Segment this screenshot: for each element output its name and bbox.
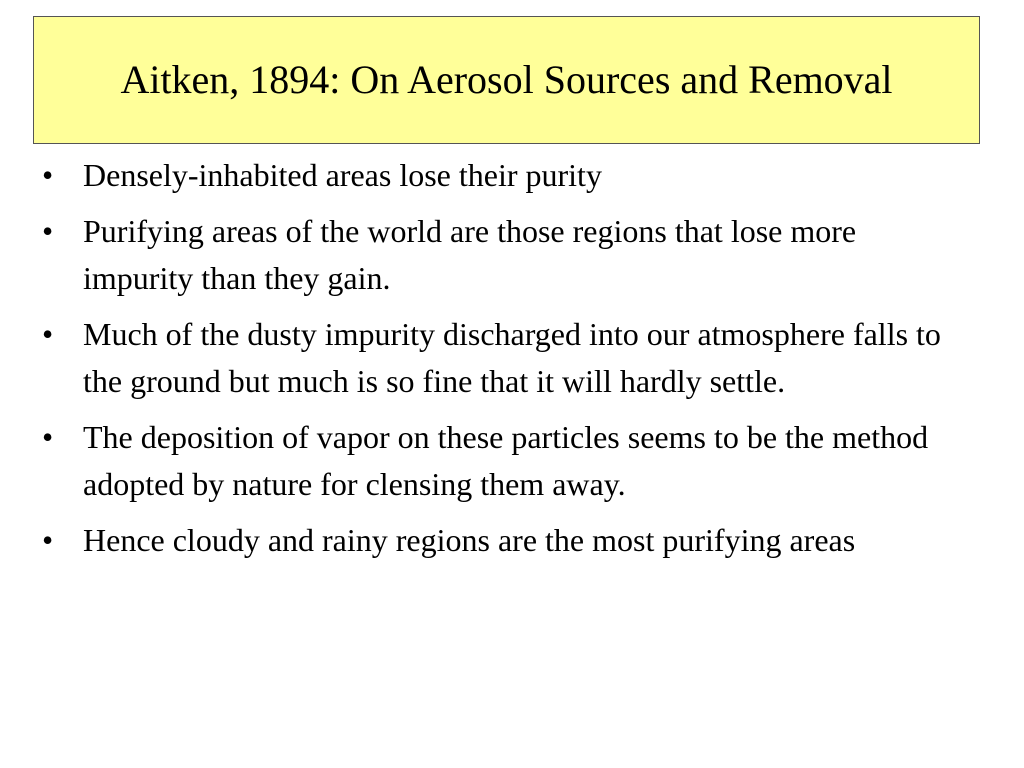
bullet-text: Densely-inhabited areas lose their purity [83, 157, 602, 193]
bullet-text: Hence cloudy and rainy regions are the most purifying areas [83, 522, 856, 558]
bullet-item-1 [42, 152, 972, 199]
bullet-item-5 [42, 517, 972, 564]
bullet-item-2 [42, 208, 972, 302]
bullet-icon: • [42, 419, 54, 455]
bullet-icon: • [42, 157, 54, 193]
bullet-text: Purifying areas of the world are those regions that lose more impurity than they gain. [83, 213, 857, 296]
bullet-icon: • [42, 522, 54, 558]
bullet-text: The deposition of vapor on these particles seems to be the method adopted by nature for clensing them away. [83, 419, 929, 502]
slide-title-box [33, 16, 980, 144]
bullet-item-4 [42, 414, 972, 508]
bullet-icon: • [42, 316, 54, 352]
slide-title: Aitken, 1894: On Aerosol Sources and Removal [120, 57, 893, 102]
bullet-icon: • [42, 213, 54, 249]
bullet-list [42, 152, 972, 573]
bullet-item-3 [42, 311, 972, 405]
bullet-text: Much of the dusty impurity discharged into our atmosphere falls to the ground but much is so fine that it will hardly settle. [83, 316, 941, 399]
